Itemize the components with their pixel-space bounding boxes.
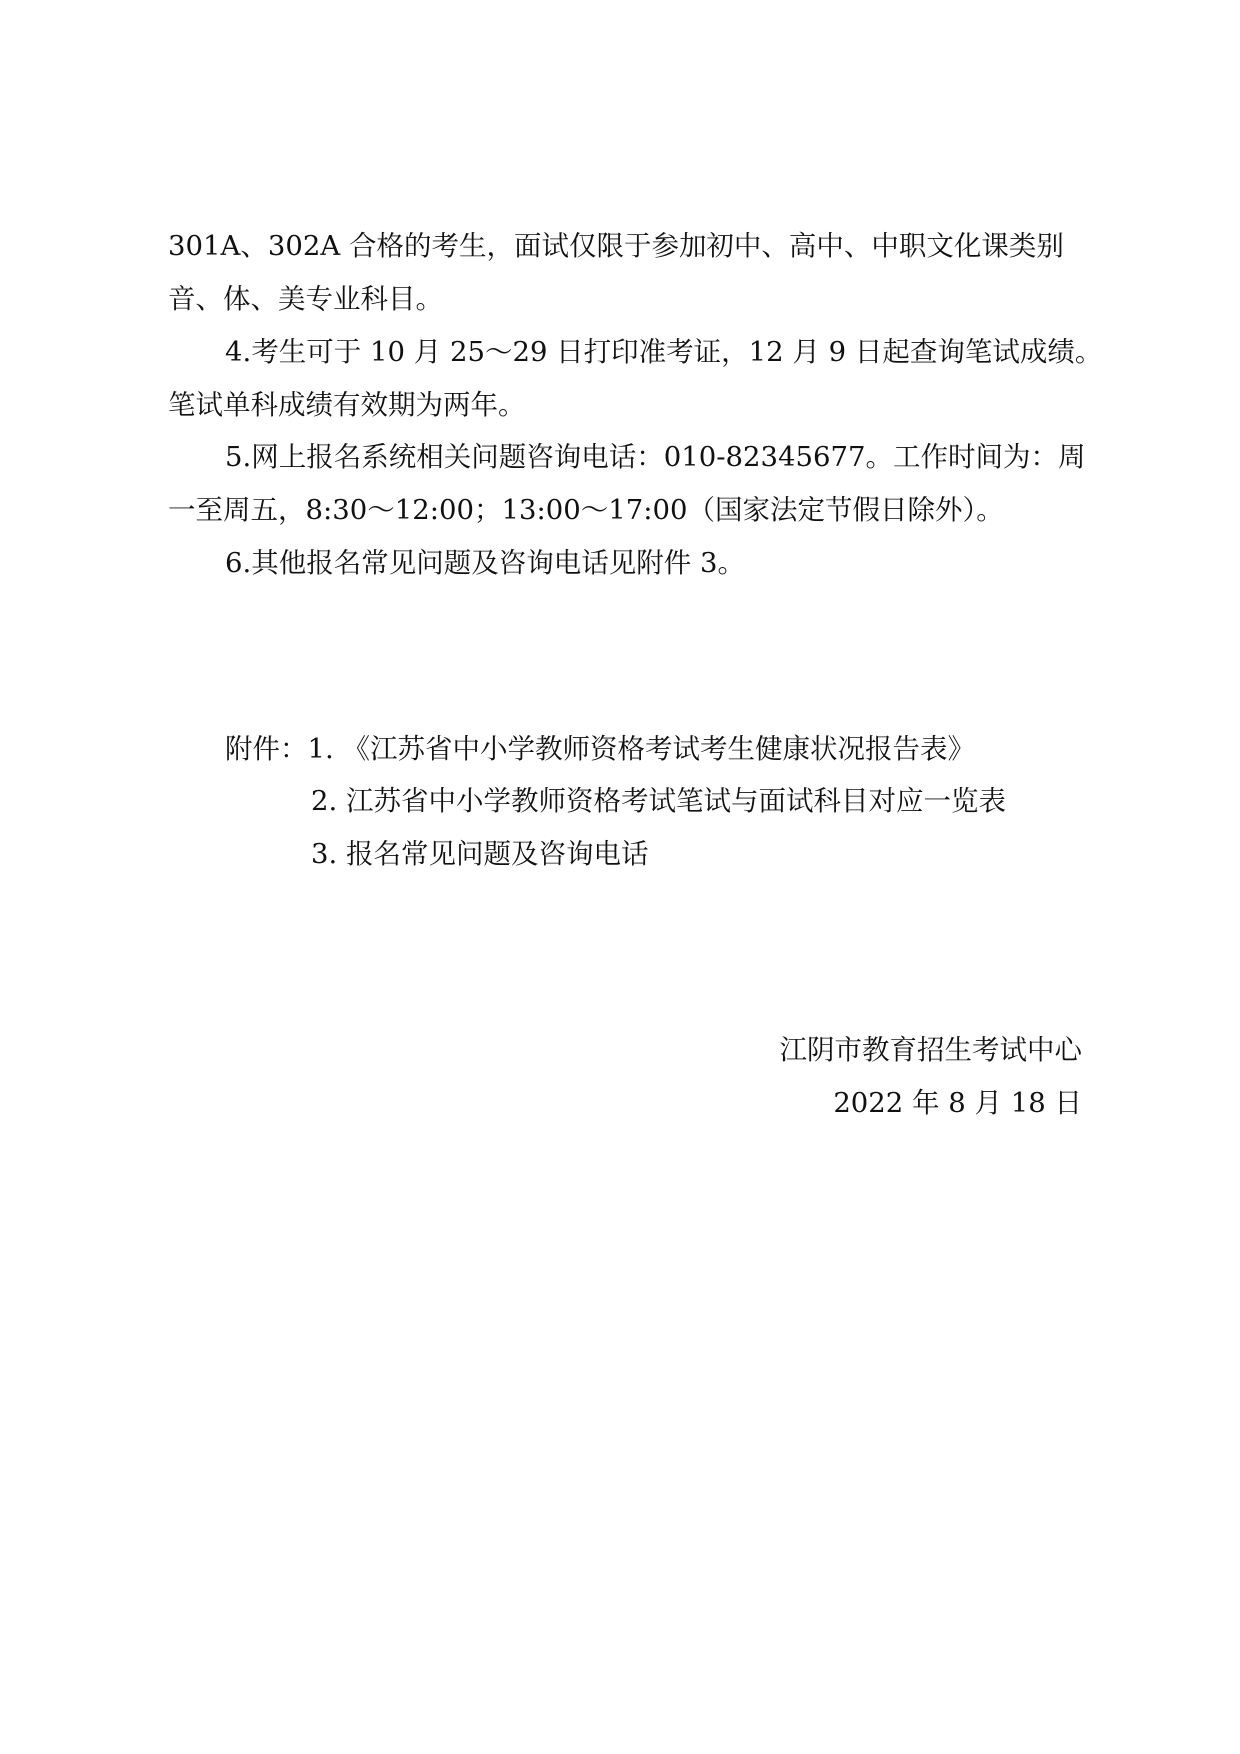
attachment-item: 2. 江苏省中小学教师资格考试笔试与面试科目对应一览表 [311, 785, 1006, 817]
signature-date: 2022 年 8 月 18 日 [833, 1087, 1082, 1119]
attachments-line-1 [225, 729, 975, 769]
signature-organization: 江阴市教育招生考试中心 [779, 1034, 1082, 1066]
attachment-item: 3. 报名常见问题及咨询电话 [311, 838, 649, 870]
paragraph-line: 笔试单科成绩有效期为两年。 [168, 389, 526, 421]
attachments-label: 附件： [225, 733, 308, 765]
paragraph-line: 4.考生可于 10 月 25～29 日打印准考证，12 月 9 日起查询笔试成绩。 [225, 336, 1103, 368]
paragraph-line: 5.网上报名系统相关问题咨询电话：010-82345677。工作时间为：周 [225, 441, 1086, 473]
paragraph-line: 6.其他报名常见问题及咨询电话见附件 3。 [225, 547, 745, 579]
paragraph-line: 一至周五，8:30～12:00；13:00～17:00（国家法定节假日除外）。 [168, 494, 1004, 526]
paragraph-line: 音、体、美专业科目。 [168, 283, 443, 315]
attachment-item: 1. 《江苏省中小学教师资格考试考生健康状况报告表》 [307, 733, 975, 765]
paragraph-line: 301A、302A 合格的考生，面试仅限于参加初中、高中、中职文化课类别 [168, 230, 1064, 262]
